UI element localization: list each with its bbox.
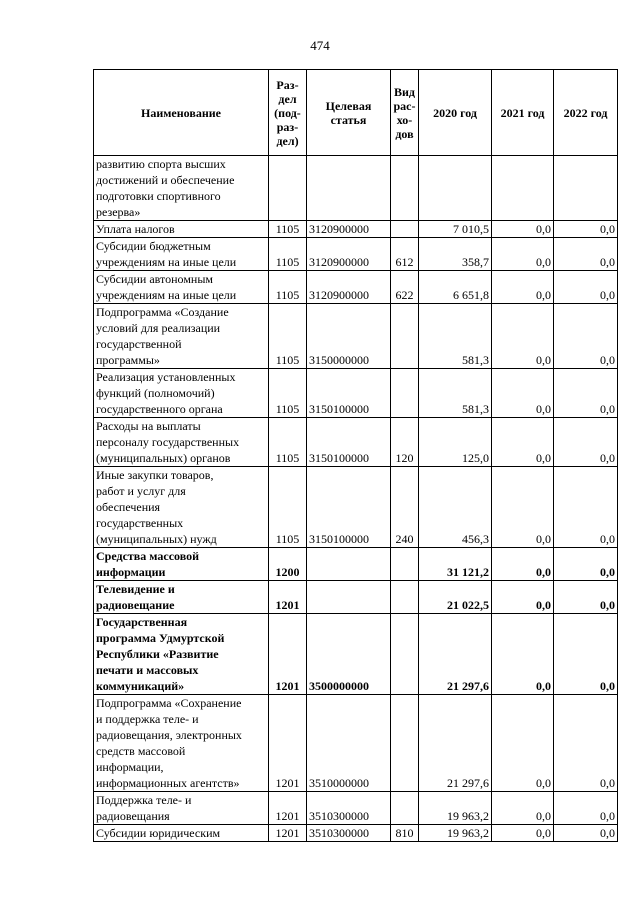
cell-name: Подпрограмма «Сохранение и поддержка теле- и радиовещания, электронных средств массовой информации, информационных агентств» xyxy=(94,695,269,792)
header-kind: Вид рас- хо- дов xyxy=(391,70,419,156)
cell-y2021: 0,0 xyxy=(492,825,554,842)
table-row xyxy=(94,581,618,614)
table-row xyxy=(94,304,618,369)
cell-y2022: 0,0 xyxy=(554,825,618,842)
cell-y2022: 0,0 xyxy=(554,369,618,418)
cell-kind: 240 xyxy=(391,467,419,548)
table-row xyxy=(94,221,618,238)
cell-y2022: 0,0 xyxy=(554,467,618,548)
cell-y2020: 581,3 xyxy=(419,304,492,369)
cell-y2021: 0,0 xyxy=(492,418,554,467)
cell-y2020: 19 963,2 xyxy=(419,792,492,825)
header-2020: 2020 год xyxy=(419,70,492,156)
cell-target: 3510300000 xyxy=(307,825,391,842)
cell-section: 1105 xyxy=(269,467,307,548)
table-row xyxy=(94,792,618,825)
cell-name: Субсидии автономным учреждениям на иные цели xyxy=(94,271,269,304)
table-header-row xyxy=(94,70,618,156)
cell-name: Поддержка теле- и радиовещания xyxy=(94,792,269,825)
cell-y2022: 0,0 xyxy=(554,548,618,581)
table-row xyxy=(94,271,618,304)
cell-kind xyxy=(391,695,419,792)
cell-target: 3120900000 xyxy=(307,221,391,238)
cell-y2020: 456,3 xyxy=(419,467,492,548)
header-2022: 2022 год xyxy=(554,70,618,156)
cell-section: 1105 xyxy=(269,238,307,271)
cell-name: Средства массовой информации xyxy=(94,548,269,581)
cell-y2021: 0,0 xyxy=(492,548,554,581)
cell-kind xyxy=(391,614,419,695)
cell-section: 1201 xyxy=(269,614,307,695)
header-name: Наименование xyxy=(94,70,269,156)
cell-name: развитию спорта высших достижений и обеспечение подготовки спортивного резерва» xyxy=(94,156,269,221)
cell-name: Государственная программа Удмуртской Республики «Развитие печати и массовых коммуникаций» xyxy=(94,614,269,695)
cell-y2020: 21 297,6 xyxy=(419,695,492,792)
cell-y2022 xyxy=(554,156,618,221)
table-row xyxy=(94,418,618,467)
cell-y2020: 21 297,6 xyxy=(419,614,492,695)
cell-name: Подпрограмма «Создание условий для реализации государственной программы» xyxy=(94,304,269,369)
cell-y2021: 0,0 xyxy=(492,369,554,418)
cell-y2021: 0,0 xyxy=(492,271,554,304)
cell-kind xyxy=(391,548,419,581)
cell-kind: 120 xyxy=(391,418,419,467)
cell-y2020: 31 121,2 xyxy=(419,548,492,581)
table-row xyxy=(94,695,618,792)
cell-kind: 810 xyxy=(391,825,419,842)
cell-name: Телевидение и радиовещание xyxy=(94,581,269,614)
cell-name: Расходы на выплаты персоналу государственных (муниципальных) органов xyxy=(94,418,269,467)
cell-target xyxy=(307,548,391,581)
cell-y2021: 0,0 xyxy=(492,792,554,825)
cell-y2022: 0,0 xyxy=(554,304,618,369)
cell-y2020 xyxy=(419,156,492,221)
table-row xyxy=(94,156,618,221)
cell-y2020: 7 010,5 xyxy=(419,221,492,238)
cell-section: 1200 xyxy=(269,548,307,581)
cell-y2021: 0,0 xyxy=(492,467,554,548)
table-row xyxy=(94,238,618,271)
cell-y2021: 0,0 xyxy=(492,614,554,695)
cell-section: 1105 xyxy=(269,304,307,369)
table-row xyxy=(94,825,618,842)
cell-section: 1201 xyxy=(269,581,307,614)
cell-target: 3150100000 xyxy=(307,467,391,548)
cell-kind xyxy=(391,221,419,238)
cell-target: 3510000000 xyxy=(307,695,391,792)
cell-name: Субсидии юридическим xyxy=(94,825,269,842)
cell-target: 3150100000 xyxy=(307,369,391,418)
cell-target: 3500000000 xyxy=(307,614,391,695)
cell-name: Реализация установленных функций (полномочий) государственного органа xyxy=(94,369,269,418)
cell-kind xyxy=(391,792,419,825)
cell-y2020: 21 022,5 xyxy=(419,581,492,614)
cell-y2020: 19 963,2 xyxy=(419,825,492,842)
cell-name: Субсидии бюджетным учреждениям на иные цели xyxy=(94,238,269,271)
cell-y2022: 0,0 xyxy=(554,581,618,614)
cell-y2021: 0,0 xyxy=(492,695,554,792)
cell-y2022: 0,0 xyxy=(554,418,618,467)
cell-section: 1201 xyxy=(269,825,307,842)
table-row xyxy=(94,369,618,418)
cell-y2021: 0,0 xyxy=(492,581,554,614)
header-section: Раз- дел (под- раз- дел) xyxy=(269,70,307,156)
cell-y2021: 0,0 xyxy=(492,304,554,369)
table-row xyxy=(94,614,618,695)
cell-y2020: 125,0 xyxy=(419,418,492,467)
cell-y2022: 0,0 xyxy=(554,238,618,271)
header-target: Целевая статья xyxy=(307,70,391,156)
cell-target: 3150100000 xyxy=(307,418,391,467)
cell-y2020: 581,3 xyxy=(419,369,492,418)
cell-kind xyxy=(391,581,419,614)
cell-y2020: 358,7 xyxy=(419,238,492,271)
cell-section: 1105 xyxy=(269,271,307,304)
budget-table xyxy=(93,69,618,842)
table-row xyxy=(94,548,618,581)
cell-kind xyxy=(391,156,419,221)
cell-target: 3510300000 xyxy=(307,792,391,825)
cell-y2022: 0,0 xyxy=(554,695,618,792)
cell-target: 3120900000 xyxy=(307,238,391,271)
cell-target: 3120900000 xyxy=(307,271,391,304)
cell-target xyxy=(307,581,391,614)
table-body xyxy=(94,156,618,842)
cell-y2022: 0,0 xyxy=(554,221,618,238)
cell-section: 1105 xyxy=(269,221,307,238)
cell-y2021: 0,0 xyxy=(492,221,554,238)
page-number: 474 xyxy=(310,38,330,53)
cell-section xyxy=(269,156,307,221)
cell-section: 1105 xyxy=(269,369,307,418)
cell-section: 1201 xyxy=(269,695,307,792)
cell-kind xyxy=(391,369,419,418)
cell-kind: 612 xyxy=(391,238,419,271)
cell-y2022: 0,0 xyxy=(554,614,618,695)
cell-name: Уплата налогов xyxy=(94,221,269,238)
cell-y2021: 0,0 xyxy=(492,238,554,271)
cell-y2021 xyxy=(492,156,554,221)
cell-name: Иные закупки товаров, работ и услуг для обеспечения государственных (муниципальных) нужд xyxy=(94,467,269,548)
cell-section: 1105 xyxy=(269,418,307,467)
cell-target: 3150000000 xyxy=(307,304,391,369)
cell-y2022: 0,0 xyxy=(554,271,618,304)
cell-kind xyxy=(391,304,419,369)
cell-y2020: 6 651,8 xyxy=(419,271,492,304)
table-row xyxy=(94,467,618,548)
cell-kind: 622 xyxy=(391,271,419,304)
header-2021: 2021 год xyxy=(492,70,554,156)
cell-section: 1201 xyxy=(269,792,307,825)
cell-target xyxy=(307,156,391,221)
cell-y2022: 0,0 xyxy=(554,792,618,825)
